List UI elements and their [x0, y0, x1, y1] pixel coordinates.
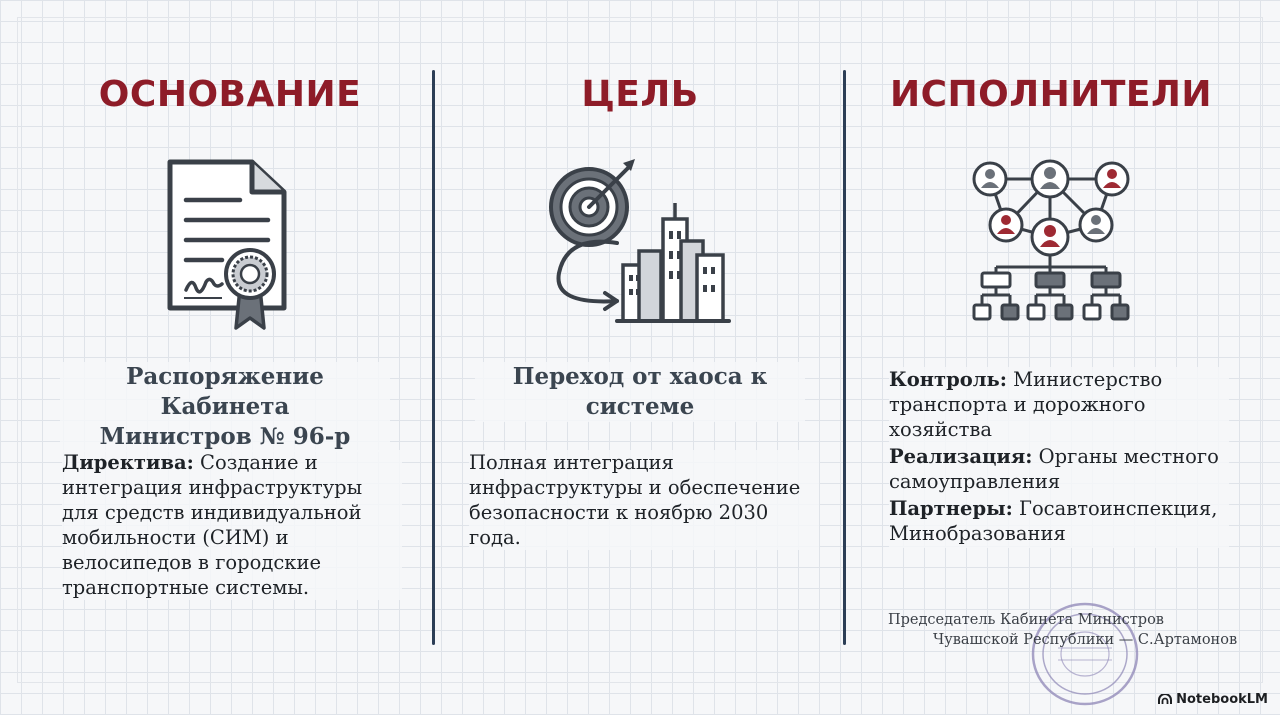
executors-list: [889, 367, 1229, 548]
subtitle-basis: Распоряжение Кабинета Министров № 96-р: [60, 362, 390, 452]
list-item-control: Контроль: Министерство транспорта и дорожного хозяйства: [889, 368, 1163, 441]
directive-text: Создание и интеграция инфраструктуры для средств индивидуальной мобильности (СИМ) и велосипедов в городские транспортные системы.: [62, 451, 363, 599]
document-certificate-icon: [160, 158, 290, 333]
list-item-partners: Партнеры: Госавтоинспекция, Минобразования: [889, 497, 1218, 545]
heading-goal: ЦЕЛЬ: [581, 74, 699, 115]
heading-basis: ОСНОВАНИЕ: [98, 74, 362, 115]
column-divider-1: [432, 70, 435, 645]
goal-description: Полная интеграция инфраструктуры и обеспечение безопасности к ноябрю 2030 года.: [469, 450, 819, 550]
people-network-icon: [970, 155, 1135, 325]
target-city-icon: [545, 155, 735, 327]
column-divider-2: [843, 70, 846, 645]
list-item-implementation: Реализация: Органы местного самоуправления: [889, 445, 1219, 493]
signature-line1: Председатель Кабинета Министров: [888, 612, 1164, 628]
brand-watermark: [1158, 692, 1268, 707]
notebooklm-logo-icon: [1158, 694, 1172, 705]
directive-label: Директива:: [62, 451, 194, 474]
signature: [888, 610, 1237, 650]
subtitle-goal: Переход от хаоса к системе: [475, 362, 805, 422]
basis-description: [62, 450, 402, 600]
brand-label: NotebookLM: [1176, 692, 1268, 707]
heading-executors: ИСПОЛНИТЕЛИ: [889, 74, 1213, 115]
signature-line2: Чувашской Республики — С.Артамонов: [933, 632, 1238, 648]
